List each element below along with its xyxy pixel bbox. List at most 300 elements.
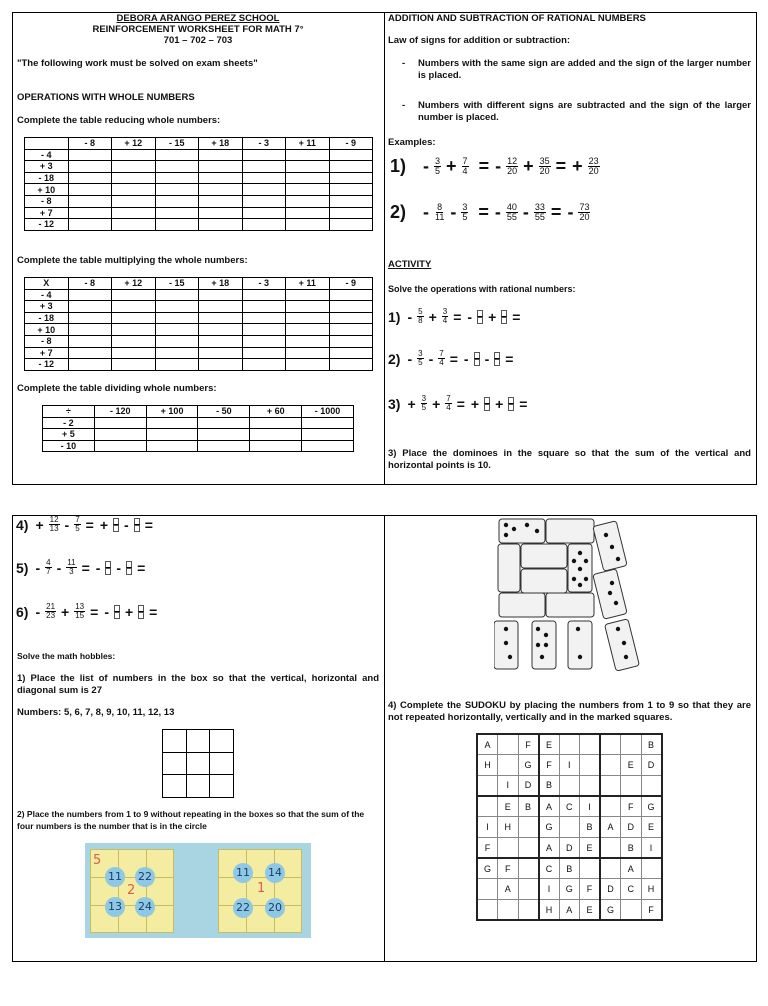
multiply-col-header: + 18 <box>199 278 243 290</box>
multiply-answer-cell[interactable] <box>286 347 330 359</box>
multiply-answer-cell[interactable] <box>286 289 330 301</box>
multiply-answer-cell[interactable] <box>68 335 112 347</box>
domino-pip <box>504 641 508 645</box>
divide-answer-cell[interactable] <box>198 440 250 452</box>
reduce-answer-cell[interactable] <box>286 219 330 231</box>
multiply-answer-cell[interactable] <box>68 289 112 301</box>
ex2-den-d: 5 <box>462 212 468 222</box>
divide-answer-cell[interactable] <box>302 417 354 429</box>
multiply-answer-cell[interactable] <box>242 359 286 371</box>
sudoku-cell: A <box>477 734 498 755</box>
ex1-num-e: 12 <box>507 156 518 166</box>
sudoku-cell: B <box>559 858 580 879</box>
domino-pip <box>610 581 614 585</box>
a5-den-b: 7 <box>46 567 51 576</box>
reduce-row-header: - 18 <box>25 172 69 184</box>
reduce-answer-cell[interactable] <box>329 172 373 184</box>
reduce-answer-cell[interactable] <box>329 219 373 231</box>
multiply-answer-cell[interactable] <box>155 312 199 324</box>
multiply-answer-cell[interactable] <box>286 301 330 313</box>
multiply-answer-cell[interactable] <box>68 359 112 371</box>
multiply-answer-cell[interactable] <box>199 301 243 313</box>
reduce-answer-cell[interactable] <box>112 161 156 173</box>
multiply-answer-cell[interactable] <box>329 324 373 336</box>
multiply-col-header: - 3 <box>242 278 286 290</box>
sudoku-cell: C <box>539 858 560 879</box>
reduce-answer-cell[interactable] <box>155 219 199 231</box>
sudoku-cell: D <box>559 837 580 858</box>
reduce-answer-cell[interactable] <box>155 184 199 196</box>
multiply-answer-cell[interactable] <box>329 359 373 371</box>
multiply-answer-cell[interactable] <box>329 301 373 313</box>
divide-col-header: - 120 <box>94 406 146 418</box>
reduce-answer-cell[interactable] <box>242 195 286 207</box>
sudoku-cell: E <box>498 796 519 817</box>
multiply-answer-cell[interactable] <box>242 324 286 336</box>
activity-5: 5) - $\frac{4}{7}$ - $\frac{11}{3}$ = - - = <box>16 558 146 576</box>
magic-cell[interactable] <box>163 775 187 798</box>
multiply-answer-cell[interactable] <box>68 324 112 336</box>
magic-cell[interactable] <box>186 730 210 753</box>
reduce-answer-cell[interactable] <box>242 184 286 196</box>
multiply-answer-cell[interactable] <box>199 312 243 324</box>
a3-den-b: 5 <box>421 403 427 412</box>
sudoku-cell[interactable] <box>600 858 621 879</box>
domino-pip <box>504 523 508 527</box>
puzzle-1-circle-bl: 13 <box>105 897 125 917</box>
example-2: 2) - $\frac{8}{11}$ - $\frac{3}{5}$ = - $\frac{40}{55}$ - $\frac{33}{55}$ = - $\frac{73}{20}$ <box>390 202 590 222</box>
sudoku-cell[interactable] <box>498 755 519 776</box>
multiply-answer-cell[interactable] <box>286 324 330 336</box>
example-2-number: 2) <box>390 202 407 222</box>
magic-cell[interactable] <box>210 730 234 753</box>
a5-den-d: 3 <box>69 567 74 576</box>
a4-num-a: 12 <box>49 515 59 524</box>
domino-pip <box>536 627 540 631</box>
multiply-col-header: + 12 <box>112 278 156 290</box>
domino-pip <box>624 655 628 659</box>
divide-answer-cell[interactable] <box>146 429 198 441</box>
sudoku-cell: D <box>621 817 642 838</box>
multiply-row-header: - 18 <box>25 312 69 324</box>
sudoku-cell[interactable] <box>559 775 580 796</box>
puzzle-1-circle-tl: 11 <box>105 867 125 887</box>
sudoku-cell: B <box>580 817 601 838</box>
puzzle-2-circle-br: 20 <box>265 898 285 918</box>
reduce-answer-cell[interactable] <box>199 219 243 231</box>
multiply-col-header: - 8 <box>68 278 112 290</box>
reduce-answer-cell[interactable] <box>329 184 373 196</box>
examples-label: Examples: <box>388 137 436 148</box>
multiply-answer-cell[interactable] <box>242 312 286 324</box>
ex2-num-e: 40 <box>506 202 517 212</box>
reduce-answer-cell[interactable] <box>242 149 286 161</box>
ex2-den-b: 11 <box>435 212 445 222</box>
sudoku-cell[interactable] <box>621 734 642 755</box>
multiply-answer-cell[interactable] <box>199 347 243 359</box>
domino-pip <box>504 533 508 537</box>
multiply-answer-cell[interactable] <box>242 347 286 359</box>
groups: 701 – 702 – 703 <box>163 35 233 46</box>
reduce-col-header: + 11 <box>286 138 330 150</box>
multiply-answer-cell[interactable] <box>112 335 156 347</box>
magic-cell[interactable] <box>163 730 187 753</box>
multiply-answer-cell[interactable] <box>112 324 156 336</box>
sudoku-cell[interactable] <box>518 879 539 900</box>
multiply-answer-cell[interactable] <box>155 324 199 336</box>
sudoku-cell[interactable] <box>498 900 519 921</box>
reduce-answer-cell[interactable] <box>286 195 330 207</box>
reduce-answer-cell[interactable] <box>112 195 156 207</box>
reduce-answer-cell[interactable] <box>199 195 243 207</box>
multiply-answer-cell[interactable] <box>155 359 199 371</box>
divide-row-header: - 2 <box>43 417 95 429</box>
domino-pip <box>578 551 582 555</box>
reduce-answer-cell[interactable] <box>112 172 156 184</box>
reduce-answer-cell[interactable] <box>68 172 112 184</box>
ex2-den-j: 20 <box>579 212 590 222</box>
multiply-answer-cell[interactable] <box>242 289 286 301</box>
sudoku-cell: E <box>580 837 601 858</box>
sudoku-cell: B <box>641 734 662 755</box>
sudoku-cell[interactable] <box>600 775 621 796</box>
domino-tile <box>546 593 594 617</box>
activity-2-number: 2) <box>388 350 401 367</box>
multiply-answer-cell[interactable] <box>199 289 243 301</box>
reduce-answer-cell[interactable] <box>286 172 330 184</box>
multiply-table <box>24 277 373 371</box>
reduce-answer-cell[interactable] <box>286 184 330 196</box>
sudoku-cell[interactable] <box>498 734 519 755</box>
sudoku-cell: D <box>641 755 662 776</box>
multiply-answer-cell[interactable] <box>286 359 330 371</box>
divide-answer-cell[interactable] <box>94 429 146 441</box>
sudoku-cell[interactable] <box>580 734 601 755</box>
multiply-answer-cell[interactable] <box>112 301 156 313</box>
multiply-answer-cell[interactable] <box>242 301 286 313</box>
reduce-answer-cell[interactable] <box>68 149 112 161</box>
multiply-row-header: + 10 <box>25 324 69 336</box>
sudoku-cell[interactable] <box>600 837 621 858</box>
sudoku-cell[interactable] <box>518 900 539 921</box>
rational-title: ADDITION AND SUBTRACTION OF RATIONAL NUMBERS <box>388 13 646 24</box>
multiply-col-header: - 15 <box>155 278 199 290</box>
multiply-answer-cell[interactable] <box>329 347 373 359</box>
activity-1: 1) - $\frac{5}{8}$ + $\frac{3}{4}$ = - + = <box>388 307 521 325</box>
divide-answer-cell[interactable] <box>302 440 354 452</box>
domino-pip <box>576 627 580 631</box>
reduce-answer-cell[interactable] <box>155 172 199 184</box>
multiply-answer-cell[interactable] <box>112 359 156 371</box>
law-of-signs: Law of signs for addition or subtraction: <box>388 35 571 46</box>
sudoku-instruction: 4) Complete the SUDOKU by placing the numbers from 1 to 9 so that they are not repeated horizontally, vertically and in the marked squares. <box>388 700 751 723</box>
reduce-answer-cell[interactable] <box>68 161 112 173</box>
sudoku-cell: I <box>477 817 498 838</box>
magic-cell[interactable] <box>210 775 234 798</box>
reduce-answer-cell[interactable] <box>199 172 243 184</box>
domino-tile <box>521 569 567 593</box>
reduce-answer-cell[interactable] <box>155 161 199 173</box>
divide-answer-cell[interactable] <box>302 429 354 441</box>
reduce-answer-cell[interactable] <box>242 207 286 219</box>
sudoku-cell: C <box>559 796 580 817</box>
multiply-corner: X <box>25 278 69 290</box>
sudoku-cell: A <box>539 796 560 817</box>
reduce-row-header: - 8 <box>25 195 69 207</box>
a1-den-b: 8 <box>418 316 423 325</box>
reduce-answer-cell[interactable] <box>112 149 156 161</box>
sudoku-cell: B <box>621 837 642 858</box>
multiply-answer-cell[interactable] <box>155 289 199 301</box>
multiply-answer-cell[interactable] <box>199 359 243 371</box>
sudoku-cell: H <box>477 755 498 776</box>
magic-cell[interactable] <box>163 752 187 775</box>
divide-answer-cell[interactable] <box>94 417 146 429</box>
a3-den-d: 4 <box>446 403 451 412</box>
reduce-answer-cell[interactable] <box>329 195 373 207</box>
sudoku-cell: F <box>641 900 662 921</box>
sudoku-cell: B <box>539 775 560 796</box>
domino-pip <box>536 643 540 647</box>
domino-pip <box>525 523 529 527</box>
divide-col-header: + 60 <box>250 406 302 418</box>
activity-4: 4) + $\frac{12}{13}$ - $\frac{7}{5}$ = + - = <box>16 515 153 533</box>
domino-pip <box>584 559 588 563</box>
multiply-answer-cell[interactable] <box>329 289 373 301</box>
sudoku-cell[interactable] <box>477 900 498 921</box>
sudoku-cell: F <box>477 837 498 858</box>
multiply-answer-cell[interactable] <box>329 335 373 347</box>
ex1-num-c: 7 <box>462 156 468 166</box>
puzzle-1-mid: 2 <box>127 883 136 898</box>
activity-instruction: Solve the operations with rational numbers: <box>388 284 576 294</box>
reduce-answer-cell[interactable] <box>155 207 199 219</box>
multiply-answer-cell[interactable] <box>68 301 112 313</box>
worksheet-title: REINFORCEMENT WORKSHEET FOR MATH 7° <box>92 24 304 35</box>
multiply-answer-cell[interactable] <box>155 347 199 359</box>
sudoku-cell[interactable] <box>621 900 642 921</box>
divide-answer-cell[interactable] <box>250 417 302 429</box>
sudoku-cell[interactable] <box>580 775 601 796</box>
reduce-answer-cell[interactable] <box>155 195 199 207</box>
sudoku-cell: G <box>539 817 560 838</box>
reduce-col-header: - 15 <box>155 138 199 150</box>
domino-tile <box>521 544 567 568</box>
divide-answer-cell[interactable] <box>250 440 302 452</box>
sudoku-cell[interactable] <box>600 755 621 776</box>
multiply-answer-cell[interactable] <box>155 335 199 347</box>
sudoku-cell: H <box>539 900 560 921</box>
reduce-col-header: + 18 <box>199 138 243 150</box>
activity-5-number: 5) <box>16 559 29 576</box>
reduce-answer-cell[interactable] <box>68 195 112 207</box>
dominoes-image <box>494 517 646 671</box>
multiply-answer-cell[interactable] <box>112 312 156 324</box>
reduce-table <box>24 137 373 231</box>
sudoku-cell: G <box>559 879 580 900</box>
reduce-answer-cell[interactable] <box>199 184 243 196</box>
divide-corner: ÷ <box>43 406 95 418</box>
reduce-answer-cell[interactable] <box>286 207 330 219</box>
ex1-num-i: 23 <box>588 156 599 166</box>
divide-answer-cell[interactable] <box>94 440 146 452</box>
circle-puzzle-image <box>85 843 311 938</box>
a6-den-b: 23 <box>46 611 56 620</box>
sudoku-cell[interactable] <box>518 858 539 879</box>
magic-cell[interactable] <box>186 752 210 775</box>
sudoku-cell[interactable] <box>477 775 498 796</box>
sudoku-cell[interactable] <box>477 796 498 817</box>
a1-num-a: 5 <box>418 307 423 316</box>
reduce-answer-cell[interactable] <box>329 149 373 161</box>
ex1-den-b: 5 <box>435 166 441 176</box>
reduce-answer-cell[interactable] <box>155 149 199 161</box>
whole-title: OPERATIONS WITH WHOLE NUMBERS <box>17 92 195 103</box>
divide-row-header: - 10 <box>43 440 95 452</box>
domino-pip <box>578 655 582 659</box>
reduce-col-header: + 12 <box>112 138 156 150</box>
a6-den-d: 15 <box>75 611 85 620</box>
activity-6: 6) - $\frac{21}{23}$ + $\frac{13}{15}$ = - + = <box>16 602 158 620</box>
sudoku-cell: G <box>641 796 662 817</box>
reduce-answer-cell[interactable] <box>112 219 156 231</box>
divide-answer-cell[interactable] <box>146 417 198 429</box>
reduce-answer-cell[interactable] <box>199 161 243 173</box>
reduce-answer-cell[interactable] <box>242 219 286 231</box>
domino-pip <box>578 583 582 587</box>
multiply-row-header: - 12 <box>25 359 69 371</box>
divide-answer-cell[interactable] <box>198 417 250 429</box>
divide-answer-cell[interactable] <box>250 429 302 441</box>
multiply-answer-cell[interactable] <box>286 335 330 347</box>
ex1-den-j: 20 <box>588 166 599 176</box>
sudoku-cell[interactable] <box>559 817 580 838</box>
sudoku-cell: H <box>641 879 662 900</box>
domino-pip <box>535 529 539 533</box>
multiply-answer-cell[interactable] <box>242 335 286 347</box>
reduce-col-header: - 9 <box>329 138 373 150</box>
sudoku-cell[interactable] <box>641 858 662 879</box>
sudoku-cell[interactable] <box>518 837 539 858</box>
multiply-answer-cell[interactable] <box>286 312 330 324</box>
reduce-answer-cell[interactable] <box>199 149 243 161</box>
a2-den-b: 5 <box>418 358 423 367</box>
puzzle-2-circle-bl: 22 <box>233 898 253 918</box>
magic-cell[interactable] <box>186 775 210 798</box>
multiply-answer-cell[interactable] <box>112 289 156 301</box>
example-1-number: 1) <box>390 156 407 176</box>
ex2-num-a: 8 <box>437 202 443 212</box>
reduce-answer-cell[interactable] <box>242 172 286 184</box>
reduce-answer-cell[interactable] <box>112 207 156 219</box>
sudoku-cell: D <box>600 879 621 900</box>
ex1-den-d: 4 <box>462 166 468 176</box>
multiply-answer-cell[interactable] <box>68 347 112 359</box>
domino-pip <box>610 545 614 549</box>
sudoku-cell: H <box>498 817 519 838</box>
sudoku-cell[interactable] <box>477 879 498 900</box>
sudoku-cell[interactable] <box>559 734 580 755</box>
rule-2: Numbers with different signs are subtracted and the sign of the larger number is placed. <box>418 100 751 123</box>
multiply-answer-cell[interactable] <box>199 324 243 336</box>
reduce-row-header: + 7 <box>25 207 69 219</box>
sudoku-cell[interactable] <box>600 796 621 817</box>
school-name: DEBORA ARANGO PEREZ SCHOOL <box>116 13 280 24</box>
sudoku-cell: A <box>600 817 621 838</box>
ex2-den-f: 55 <box>506 212 517 222</box>
sudoku-cell: B <box>518 796 539 817</box>
sudoku-cell[interactable] <box>580 858 601 879</box>
multiply-answer-cell[interactable] <box>199 335 243 347</box>
sudoku-cell: D <box>518 775 539 796</box>
reduce-answer-cell[interactable] <box>68 184 112 196</box>
reduce-answer-cell[interactable] <box>286 149 330 161</box>
sudoku-grid <box>476 733 663 921</box>
sudoku-cell[interactable] <box>580 755 601 776</box>
reduce-col-header: - 8 <box>68 138 112 150</box>
domino-pip <box>544 643 548 647</box>
sudoku-cell: G <box>477 858 498 879</box>
domino-pip <box>584 577 588 581</box>
reduce-answer-cell[interactable] <box>68 207 112 219</box>
sudoku-cell: E <box>621 755 642 776</box>
multiply-answer-cell[interactable] <box>68 312 112 324</box>
divide-col-header: + 100 <box>146 406 198 418</box>
a4-den-b: 13 <box>49 524 59 533</box>
multiply-title: Complete the table multiplying the whole numbers: <box>17 255 248 266</box>
reduce-answer-cell[interactable] <box>329 161 373 173</box>
puzzle-1-circle-br: 24 <box>135 897 155 917</box>
reduce-answer-cell[interactable] <box>329 207 373 219</box>
divide-title: Complete the table dividing whole numbers: <box>17 383 217 394</box>
reduce-answer-cell[interactable] <box>112 184 156 196</box>
reduce-answer-cell[interactable] <box>286 161 330 173</box>
domino-pip <box>616 557 620 561</box>
multiply-answer-cell[interactable] <box>155 301 199 313</box>
activity-3: 3) + $\frac{3}{5}$ + $\frac{7}{4}$ = + + = <box>388 394 528 412</box>
sudoku-cell[interactable] <box>641 775 662 796</box>
domino-tile <box>546 519 594 543</box>
reduce-col-header: - 3 <box>242 138 286 150</box>
divide-answer-cell[interactable] <box>198 429 250 441</box>
reduce-answer-cell[interactable] <box>242 161 286 173</box>
a1-num-c: 3 <box>442 307 448 316</box>
sudoku-cell: A <box>539 837 560 858</box>
ex2-num-g: 33 <box>534 202 545 212</box>
multiply-answer-cell[interactable] <box>329 312 373 324</box>
multiply-row-header: - 8 <box>25 335 69 347</box>
sudoku-cell: E <box>580 900 601 921</box>
hobby-2-instruction: 2) Place the numbers from 1 to 9 without repeating in the boxes so that the sum of the four numbers is the number that is in the circle <box>17 809 365 831</box>
a5-num-c: 11 <box>67 558 76 567</box>
activity-2: 2) - $\frac{3}{5}$ - $\frac{7}{4}$ = - - = <box>388 349 514 367</box>
instruction-note: "The following work must be solved on exam sheets" <box>17 58 258 69</box>
reduce-answer-cell[interactable] <box>68 219 112 231</box>
sudoku-cell[interactable] <box>600 734 621 755</box>
sudoku-cell[interactable] <box>498 837 519 858</box>
sudoku-cell[interactable] <box>621 775 642 796</box>
domino-pip <box>540 655 544 659</box>
puzzle-2-circle-tr: 14 <box>265 863 285 883</box>
reduce-answer-cell[interactable] <box>199 207 243 219</box>
ex2-den-h: 55 <box>534 212 545 222</box>
divide-answer-cell[interactable] <box>146 440 198 452</box>
magic-cell[interactable] <box>210 752 234 775</box>
rule-1: Numbers with the same sign are added and the sign of the larger number is placed. <box>418 58 751 81</box>
sudoku-cell[interactable] <box>518 817 539 838</box>
multiply-answer-cell[interactable] <box>112 347 156 359</box>
multiply-col-header: + 11 <box>286 278 330 290</box>
